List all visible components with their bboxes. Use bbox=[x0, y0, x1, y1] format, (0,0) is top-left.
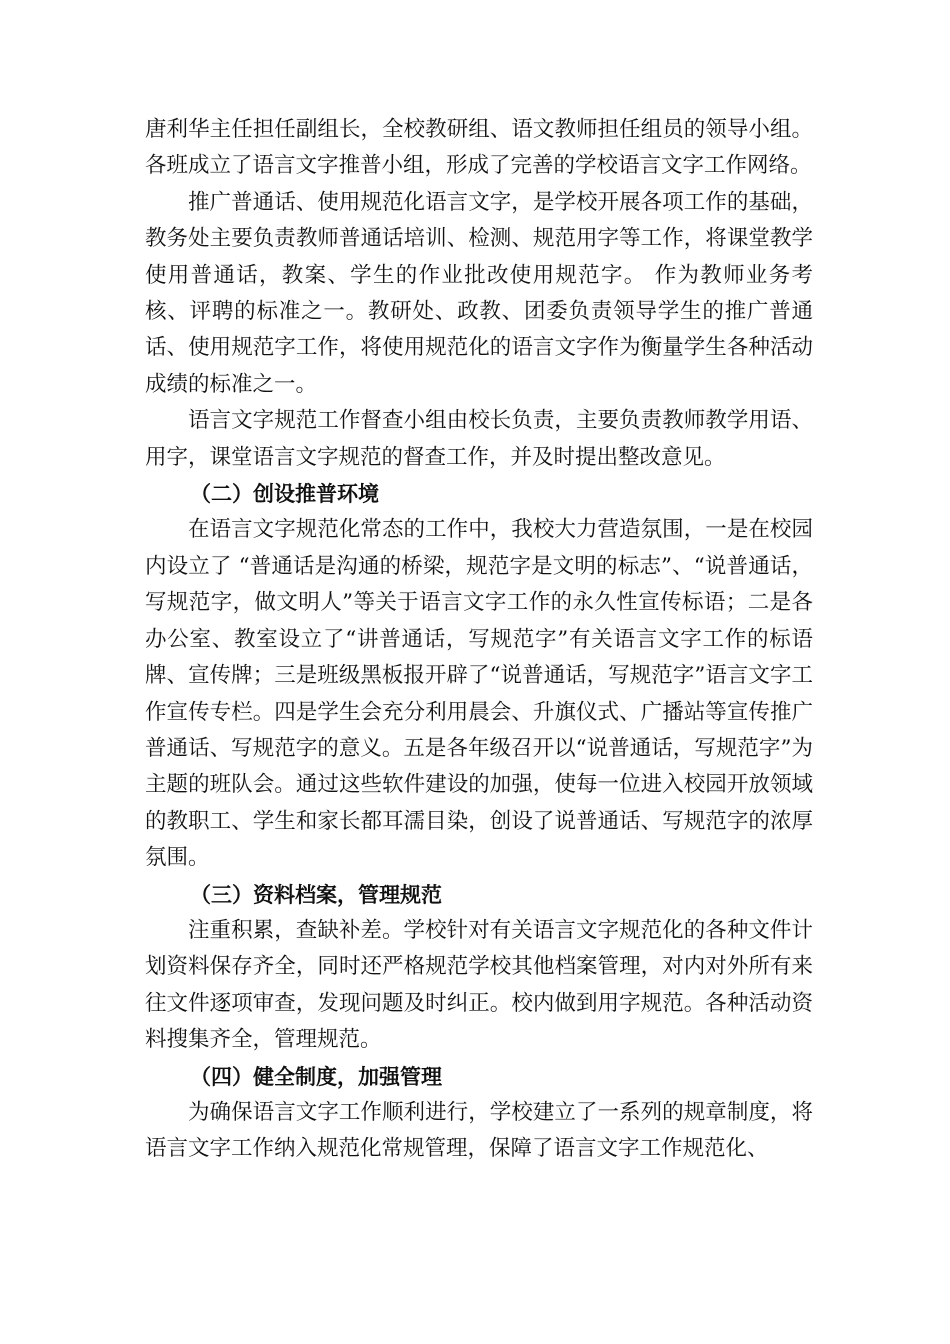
paragraph-environment: 在语言文字规范化常态的工作中，我校大力营造氛围，一是在校园内设立了 “普通话是沟通的桥梁，规范字是文明的标志”、“说普通话，写规范字，做文明人”等关于语言文字工作的永久性宣传标语；二是各办公室、教室设立了“讲普通话，写规范字”有关语言文字工作的标语牌、宣传牌；三是班级黑板报开辟了“说普通话，写规范字”语言文字工作宣传专栏。四是学生会充分利用晨会、升旗仪式、广播站等宣传推广普通话、写规范字的意义。五是各年级召开以“说普通话，写规范字”为主题的班队会。通过这些软件建设的加强，使每一位进入校园开放领域的教职工、学生和家长都耳濡目染，创设了说普通话、写规范字的浓厚氛围。 bbox=[145, 517, 813, 871]
paragraph-promote-mandarin: 推广普通话、使用规范化语言文字，是学校开展各项工作的基础，教务处主要负责教师普通话培训、检测、规范用字等工作，将课堂教学使用普通话，教案、学生的作业批改使用规范字。 作为教师业务考核、评聘的标准之一。教研处、政教、团委负责领导学生的推广普通话、使用规范字工作，将使用规范化的语言文字作为衡量学生各种活动成绩的标准之一。 bbox=[145, 189, 813, 397]
section-heading-system: （四）健全制度，加强管理 bbox=[190, 1064, 442, 1089]
paragraph-supervision-group: 语言文字规范工作督查小组由校长负责，主要负责教师教学用语、用字，课堂语言文字规范的督查工作，并及时提出整改意见。 bbox=[145, 408, 813, 470]
paragraph-leadership-group: 唐利华主任担任副组长，全校教研组、语文教师担任组员的领导小组。各班成立了语言文字推普小组，形成了完善的学校语言文字工作网络。 bbox=[145, 117, 813, 179]
document-page bbox=[145, 112, 813, 1168]
paragraph-system: 为确保语言文字工作顺利进行，学校建立了一系列的规章制度，将语言文字工作纳入规范化常规管理，保障了语言文字工作规范化、 bbox=[145, 1099, 813, 1162]
section-heading-archives: （三）资料档案，管理规范 bbox=[190, 882, 442, 907]
paragraph-archives: 注重积累，查缺补差。学校针对有关语言文字规范化的各种文件计划资料保存齐全，同时还严格规范学校其他档案管理，对内对外所有来往文件逐项审查，发现问题及时纠正。校内做到用字规范。各种活动资料搜集齐全，管理规范。 bbox=[145, 917, 813, 1053]
section-heading-environment: （二）创设推普环境 bbox=[190, 482, 379, 507]
